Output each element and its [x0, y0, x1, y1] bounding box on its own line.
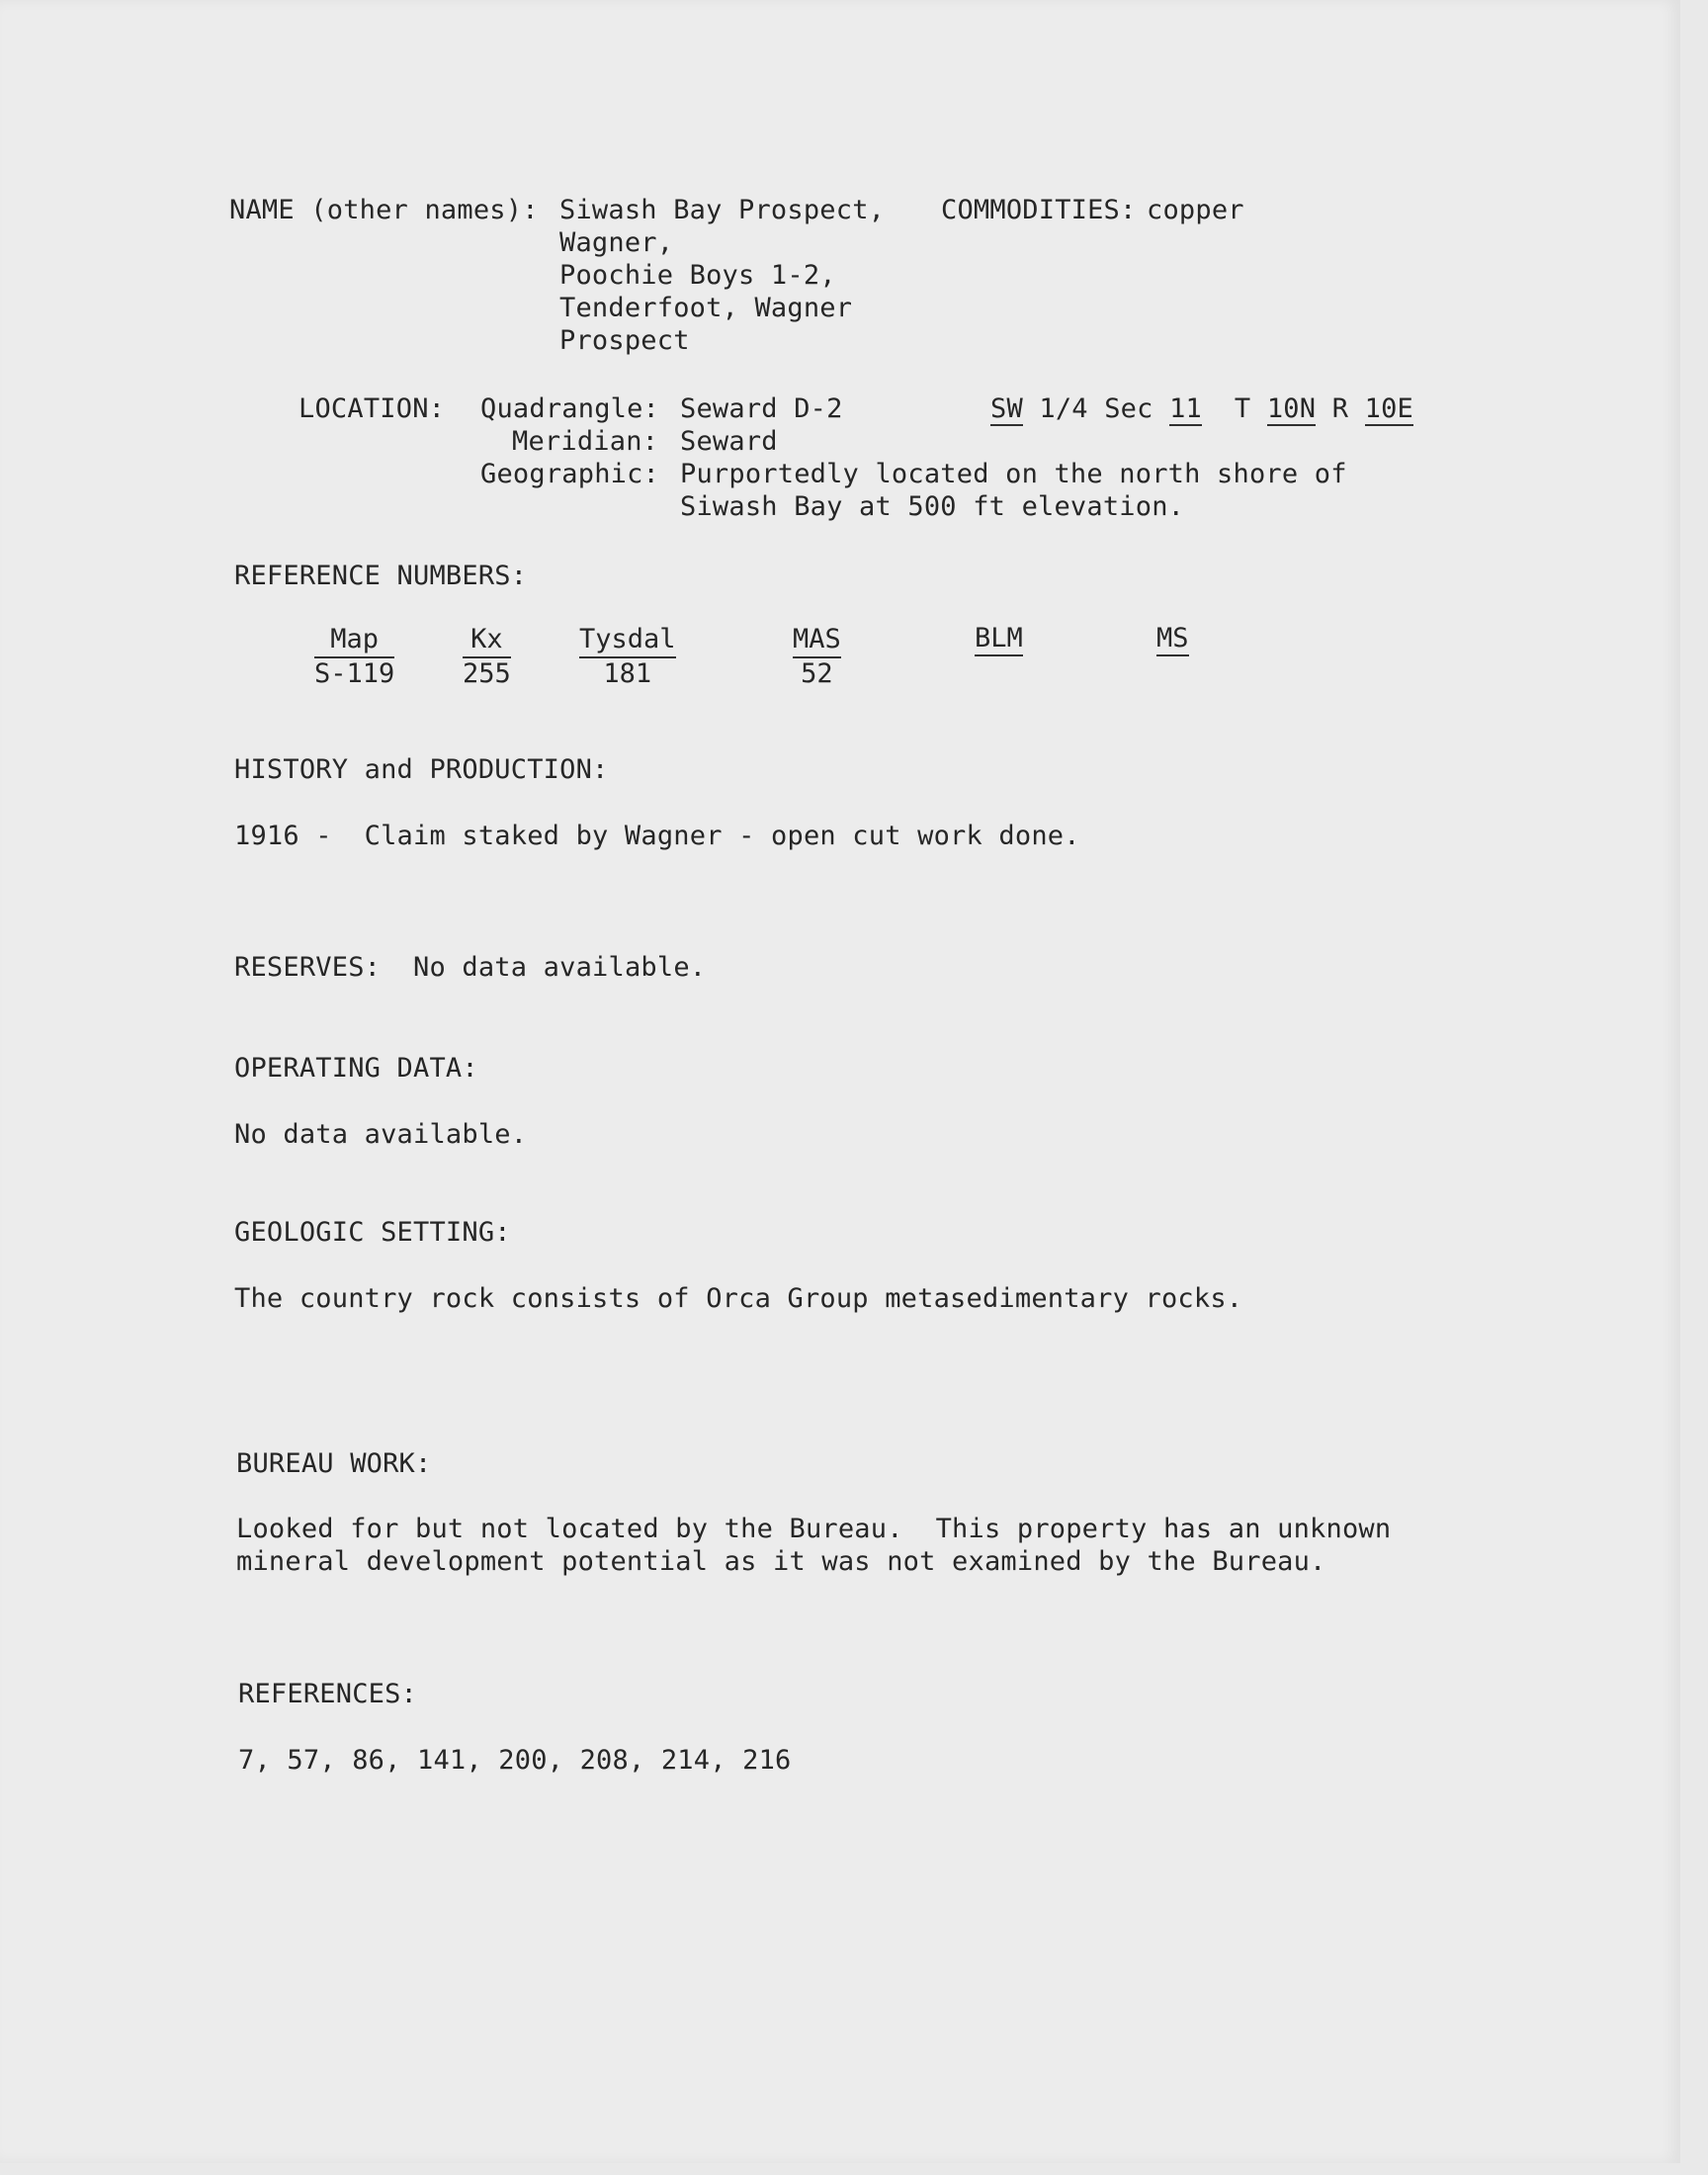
commodities-value: copper — [1147, 195, 1244, 225]
reserves-text: No data available. — [413, 952, 707, 983]
ref-ms-header: MS — [1156, 623, 1189, 656]
bureau-label: BUREAU WORK: — [236, 1448, 432, 1479]
references-label: REFERENCES: — [238, 1679, 418, 1709]
section-value: 11 — [1169, 393, 1202, 424]
ref-tysdal-value: 181 — [579, 656, 676, 690]
ref-map — [314, 623, 394, 690]
name-line-1: Siwash Bay Prospect, — [559, 195, 886, 225]
reference-numbers-label: REFERENCE NUMBERS: — [234, 561, 528, 591]
ref-mas-value: 52 — [793, 656, 841, 690]
history-text: 1916 - Claim staked by Wagner - open cut work done. — [234, 821, 1080, 851]
ref-ms — [1156, 623, 1189, 656]
quadrangle-label: Quadrangle: — [480, 393, 660, 424]
quadrangle-value: Seward D-2 — [680, 393, 843, 424]
references-text: 7, 57, 86, 141, 200, 208, 214, 216 — [238, 1745, 792, 1776]
name-label: NAME (other names): — [229, 195, 539, 225]
operating-text: No data available. — [234, 1119, 528, 1150]
quarter-suffix: 1/4 Sec — [1039, 393, 1153, 424]
location-label: LOCATION: — [299, 393, 446, 424]
name-line-5: Prospect — [559, 325, 690, 356]
ref-map-header: Map — [330, 624, 380, 654]
operating-label: OPERATING DATA: — [234, 1053, 478, 1084]
bureau-line-2: mineral development potential as it was not examined by the Bureau. — [236, 1546, 1326, 1577]
reserves-row — [234, 951, 706, 985]
ref-blm — [975, 623, 1023, 656]
ref-kx-value: 255 — [463, 658, 511, 689]
section-location — [990, 392, 1413, 426]
ref-map-value: S-119 — [314, 658, 395, 689]
township-value: 10N — [1266, 393, 1317, 424]
ref-mas-header: MAS — [793, 624, 841, 654]
geographic-label: Geographic: — [480, 459, 660, 489]
ref-kx — [463, 623, 511, 690]
name-line-2: Wagner, — [559, 227, 674, 258]
history-label: HISTORY and PRODUCTION: — [234, 754, 609, 785]
geologic-label: GEOLOGIC SETTING: — [234, 1217, 511, 1248]
bureau-line-1: Looked for but not located by the Bureau. This property has an unknown — [236, 1514, 1392, 1544]
meridian-value: Seward — [680, 426, 778, 457]
geographic-line-1: Purportedly located on the north shore of — [680, 459, 1347, 489]
ref-kx-header: Kx — [470, 624, 503, 654]
commodities-label: COMMODITIES: — [941, 195, 1137, 225]
range-label: R — [1331, 393, 1349, 424]
name-line-4: Tenderfoot, Wagner — [559, 293, 853, 323]
ref-mas — [793, 623, 841, 690]
range-value: 10E — [1364, 393, 1413, 424]
meridian-label: Meridian: — [512, 426, 659, 457]
name-line-3: Poochie Boys 1-2, — [559, 260, 836, 291]
ref-tysdal-header: Tysdal — [579, 624, 676, 654]
ref-blm-header: BLM — [975, 623, 1023, 656]
ref-tysdal — [579, 623, 676, 690]
reserves-label: RESERVES: — [234, 952, 382, 983]
geologic-text: The country rock consists of Orca Group metasedimentary rocks. — [234, 1283, 1243, 1314]
geographic-line-2: Siwash Bay at 500 ft elevation. — [680, 491, 1185, 522]
township-label: T — [1234, 393, 1251, 424]
quarter-value: SW — [990, 393, 1023, 424]
